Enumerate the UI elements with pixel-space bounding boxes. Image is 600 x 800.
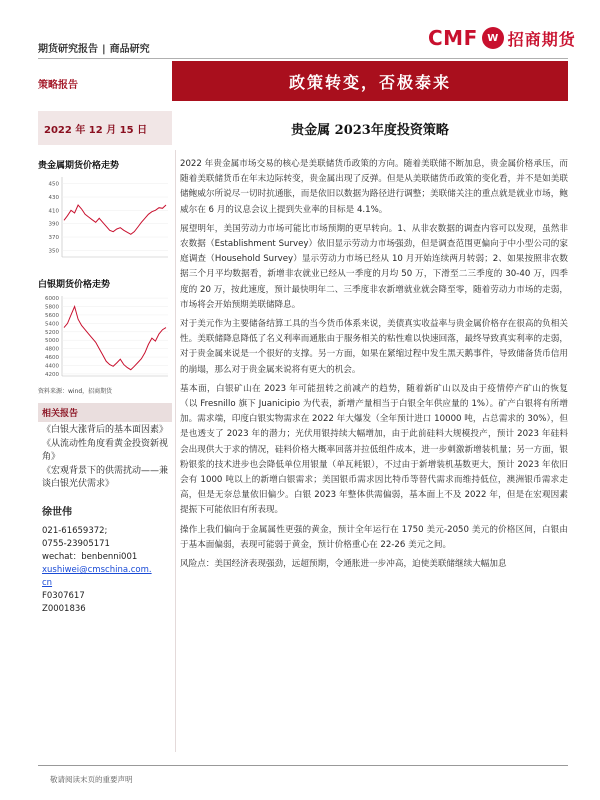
logo-badge-icon: W bbox=[482, 27, 504, 49]
chart-y-tick-label: 4400 bbox=[45, 363, 59, 370]
header-separator: | bbox=[102, 44, 106, 55]
chart-y-tick-label: 390 bbox=[48, 221, 59, 228]
chart-y-tick-label: 370 bbox=[48, 235, 59, 241]
body-paragraph: 对于美元作为主要储备结算工具的当今货币体系来说，美债真实收益率与贵金属价格存在很高的负相关性。美联储降息降低了名义利率而通胀由于服务相关的粘性难以快速回落，最终导致真实利率的走弱，对于贵金属来说是一个很好的支撑。另一方面，如果在紧缩过程中发生黑天鹅事件，导致储备货币信用的崩塌，那么对于贵金属来说将有更大的机会。 bbox=[180, 319, 568, 375]
top-line bbox=[0, 0, 600, 6]
body-paragraph: 基本面，白银矿山在 2023 年可能扭转之前减产的趋势，随着新矿山以及由于疫情停产矿山的恢复（以 Fresnillo 旗下 Juanicipio 为代表，新增产量相当于白银全年供应量的 1%）。矿产白银将有所增加。需求端，印度白银实物需求在 2022 年大爆发（全年预计进口 10000 吨，占总需求的 30%），但是也透支了 2023 年的潜力；光伏用银持续大幅增加，由于此前硅料大规模投产，预计 2023 年硅料会出现供大于求的情况，硅料价格大概率回落并拉低组件成本，进一步刺激新增装机量；另一方面，银粉银浆的技术进步也会降低单位用银量（单瓦耗银），不过由于新增装机基数更大，预计 2023 年依旧会有 1000 吨以上的新增白银需求；美国银币需求因比特币等替代需求而维持低位，澳洲银币需求走高，但是无奈总量依旧偏少。白银 2023 年整体供需偏弱，基本面上不及 2022 年，但是在宏观因素提振下可能依旧有所表现。 bbox=[180, 383, 568, 516]
column-divider bbox=[175, 150, 176, 752]
chart-y-tick-label: 5000 bbox=[45, 338, 59, 345]
document-title-block bbox=[172, 111, 568, 145]
analyst-email-link-cont[interactable]: cn bbox=[42, 578, 53, 588]
sidebar bbox=[38, 150, 172, 616]
analyst-email-link[interactable]: xushiwei@cmschina.com. bbox=[42, 565, 152, 575]
report-type-label: 策略报告 bbox=[38, 80, 78, 91]
chart-y-tick-label: 4200 bbox=[45, 371, 59, 378]
analyst-license-id: Z0001836 bbox=[42, 604, 86, 614]
gold-chart-svg bbox=[38, 173, 172, 263]
body-paragraph: 2022 年贵金属市场交易的核心是美联储货币政策的方向。随着美联储不断加息，贵金属价格承压，而随着美联储货币在年末边际转变，贵金属出现了反弹。但是从美联储货币政策的变化看，并不是如美联储鲍威尔所说尽一切时抗通胀，而是依旧以数据为路径进行调整；美联储关注的重点就是就业市场，鲍威尔在 6 月的议息会议上提到失业率的目标是 4.1%。 bbox=[180, 159, 568, 215]
silver-chart-svg bbox=[38, 292, 172, 382]
main-content bbox=[180, 157, 568, 576]
gold-chart bbox=[38, 173, 172, 263]
body-paragraph: 风险点：美国经济表现强劲，远超预期，令通胀进一步冲高，迫使美联储继续大幅加息 bbox=[180, 559, 507, 570]
chart-y-tick-label: 4600 bbox=[45, 355, 59, 362]
banner-title: 政策转变，否极泰来 bbox=[288, 72, 451, 92]
logo-chinese-name: 招商期货 bbox=[507, 29, 576, 49]
body-paragraph: 操作上我们偏向于金属属性更强的黄金，预计全年运行在 1750 美元-2050 美元的价格区间，白银由于基本面偏弱，表现可能弱于黄金，预计价格重心在 22-26 美元之间。 bbox=[180, 524, 568, 550]
silver-chart-heading: 白银期货价格走势 bbox=[38, 280, 111, 290]
document-title: 贵金属 2023年度投资策略 bbox=[291, 122, 449, 138]
header-category bbox=[38, 40, 150, 55]
related-reports-heading: 相关报告 bbox=[38, 403, 172, 422]
related-report-item[interactable]: 《从流动性角度看黄金投资新视角》 bbox=[42, 439, 169, 462]
chart-y-tick-label: 6000 bbox=[45, 296, 59, 303]
chart-y-tick-label: 450 bbox=[48, 181, 59, 188]
chart-y-tick-label: 410 bbox=[48, 208, 59, 215]
chart-y-tick-label: 5200 bbox=[45, 329, 59, 336]
silver-chart bbox=[38, 292, 172, 382]
body-paragraph: 展望明年，美国劳动力市场可能比市场预期的更早转向。1、从非农数据的调查内容可以发现，虽然非农数据（Establishment Survey）依旧显示劳动力市场强劲，但是调查范围更偏向于中小型公司的家庭调查（Household Survey）显示劳动力市场已经从 10 月开始连续两月转弱；2、如果按照非农数据三个月平均数据看，新增非农就业已经从一季度的月均 50 万，下滑至二三季度的 30-40 万，四季度的 20 万，按此速度，预计最快明年二、三季度非农新增就业就会降至零，随着劳动力市场的走弱，市场将会开始预期美联储降息。 bbox=[180, 223, 568, 310]
header-category-label: 期货研究报告 bbox=[38, 44, 98, 55]
footer-rule bbox=[38, 765, 568, 766]
chart-source-note: 资料来源：wind，招商期货 bbox=[38, 388, 113, 395]
analyst-wechat: wechat：benbenni001 bbox=[42, 552, 138, 562]
date-box bbox=[38, 111, 172, 145]
company-logo bbox=[428, 26, 576, 50]
related-report-item[interactable]: 《宏观背景下的供需扰动——兼谈白银光伏需求》 bbox=[42, 466, 169, 489]
footer-disclaimer: 敬请阅读末页的重要声明 bbox=[50, 775, 133, 784]
chart-y-tick-label: 5400 bbox=[45, 321, 59, 328]
title-banner bbox=[172, 61, 568, 101]
header-subcategory-label: 商品研究 bbox=[109, 44, 150, 55]
analyst-phone: 0755-23905171 bbox=[42, 539, 110, 549]
header-rule bbox=[38, 58, 568, 59]
chart-y-tick-label: 5800 bbox=[45, 304, 59, 311]
related-reports-list bbox=[38, 422, 172, 494]
gold-chart-heading: 贵金属期货价格走势 bbox=[38, 161, 120, 171]
chart-series-line bbox=[64, 205, 166, 234]
related-report-item[interactable]: 《白银大涨背后的基本面因素》 bbox=[42, 425, 169, 435]
chart-y-tick-label: 350 bbox=[48, 248, 59, 255]
analyst-name: 徐世伟 bbox=[42, 507, 72, 518]
analyst-phone: 021-61659372; bbox=[42, 526, 108, 536]
analyst-info bbox=[38, 506, 172, 616]
chart-y-tick-label: 5600 bbox=[45, 312, 59, 319]
chart-y-tick-label: 4800 bbox=[45, 346, 59, 353]
logo-latin: CMF bbox=[428, 26, 478, 50]
chart-series-line bbox=[64, 307, 166, 370]
report-date: 2022 年 12 月 15 日 bbox=[44, 124, 148, 136]
analyst-license-id: F0307617 bbox=[42, 591, 85, 601]
chart-y-tick-label: 430 bbox=[48, 195, 59, 201]
